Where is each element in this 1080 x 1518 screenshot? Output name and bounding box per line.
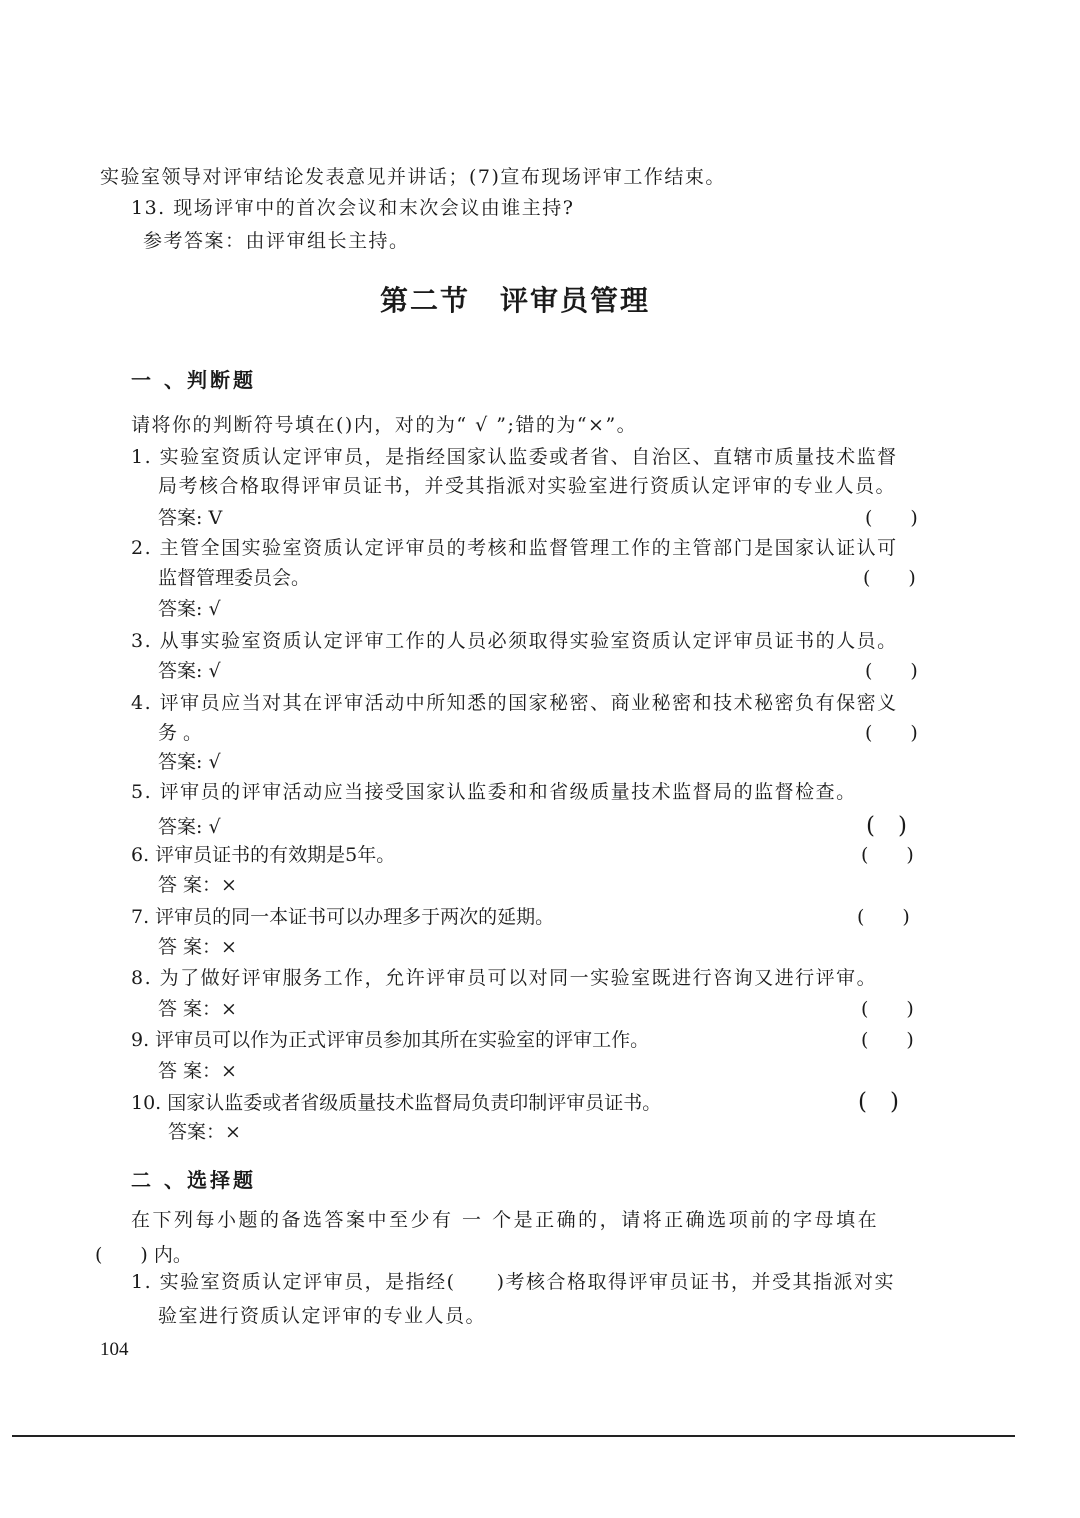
part1-instruction: 请将你的判断符号填在()内，对的为“ √ ”;错的为“×”。 [131,414,638,436]
answer-blank-3: ( ) [865,660,918,682]
tf-question-5: 5. 评审员的评审活动应当接受国家认监委和和省级质量技术监督局的监督检查。 [131,781,857,803]
part2-heading: 二 、选择题 [131,1168,256,1192]
answer-blank-7: ( ) [857,906,910,928]
tf-answer-4: 答案: √ [158,751,221,773]
section-title: 第二节 评审员管理 [380,284,651,317]
answer-blank-2: ( ) [863,567,916,589]
answer-13: 参考答案：由评审组长主持。 [143,230,410,252]
tf-question-1-line1: 1. 实验室资质认定评审员，是指经国家认监委或者省、自治区、直辖市质量技术监督 [131,446,898,468]
tf-question-7: 7. 评审员的同一本证书可以办理多于两次的延期。 [131,906,555,928]
answer-blank-6: ( ) [861,844,914,866]
answer-blank-10: ( ) [858,1089,899,1115]
page-bottom-rule [12,1435,1015,1437]
tf-question-9: 9. 评审员可以作为正式评审员参加其所在实验室的评审工作。 [131,1029,650,1051]
tf-question-4-line1: 4. 评审员应当对其在评审活动中所知悉的国家秘密、商业秘密和技术秘密负有保密义 [131,692,898,714]
page-number: 104 [100,1339,129,1360]
tf-question-10: 10. 国家认监委或者省级质量技术监督局负责印制评审员证书。 [131,1092,662,1114]
tf-question-6: 6. 评审员证书的有效期是5年。 [131,844,396,866]
answer-blank-8: ( ) [861,998,914,1020]
mc-question-1-line1: 1. 实验室资质认定评审员，是指经( )考核合格取得评审员证书，并受其指派对实 [131,1271,895,1293]
tf-question-8: 8. 为了做好评审服务工作，允许评审员可以对同一实验室既进行咨询又进行评审。 [131,967,878,989]
part2-instruction-line1: 在下列每小题的备选答案中至少有 一 个是正确的，请将正确选项前的字母填在 [131,1209,880,1231]
part1-heading: 一 、判断题 [131,368,256,392]
answer-blank-5: ( ) [866,813,907,839]
tf-question-2-line2: 监督管理委员会。 [158,567,311,589]
answer-blank-9: ( ) [861,1029,914,1051]
continuation-line: 实验室领导对评审结论发表意见并讲话；(7)宣布现场评审工作结束。 [100,166,726,188]
tf-question-2-line1: 2. 主管全国实验室资质认定评审员的考核和监督管理工作的主管部门是国家认证认可 [131,537,898,559]
answer-blank-4: ( ) [865,722,918,744]
tf-answer-5: 答案: √ [158,816,221,838]
tf-answer-3: 答案: √ [158,660,221,682]
question-13: 13. 现场评审中的首次会议和末次会议由谁主持? [131,197,575,219]
tf-question-3: 3. 从事实验室资质认定评审工作的人员必须取得实验室资质认定评审员证书的人员。 [131,630,898,652]
tf-question-1-line2: 局考核合格取得评审员证书，并受其指派对实验室进行资质认定评审的专业人员。 [158,475,897,497]
answer-blank-1: ( ) [865,507,918,529]
tf-question-4-line2: 务 。 [158,722,203,744]
mc-question-1-line2: 验室进行资质认定评审的专业人员。 [158,1305,487,1327]
tf-answer-7: 答 案：× [158,936,237,958]
part2-instruction-line2: ( ) 内。 [95,1244,192,1266]
tf-answer-9: 答 案：× [158,1060,237,1082]
tf-answer-6: 答 案：× [158,874,237,896]
tf-answer-8: 答 案：× [158,998,237,1020]
tf-answer-2: 答案: √ [158,598,221,620]
tf-answer-1: 答案: V [158,507,223,529]
tf-answer-10: 答案：× [168,1121,241,1143]
